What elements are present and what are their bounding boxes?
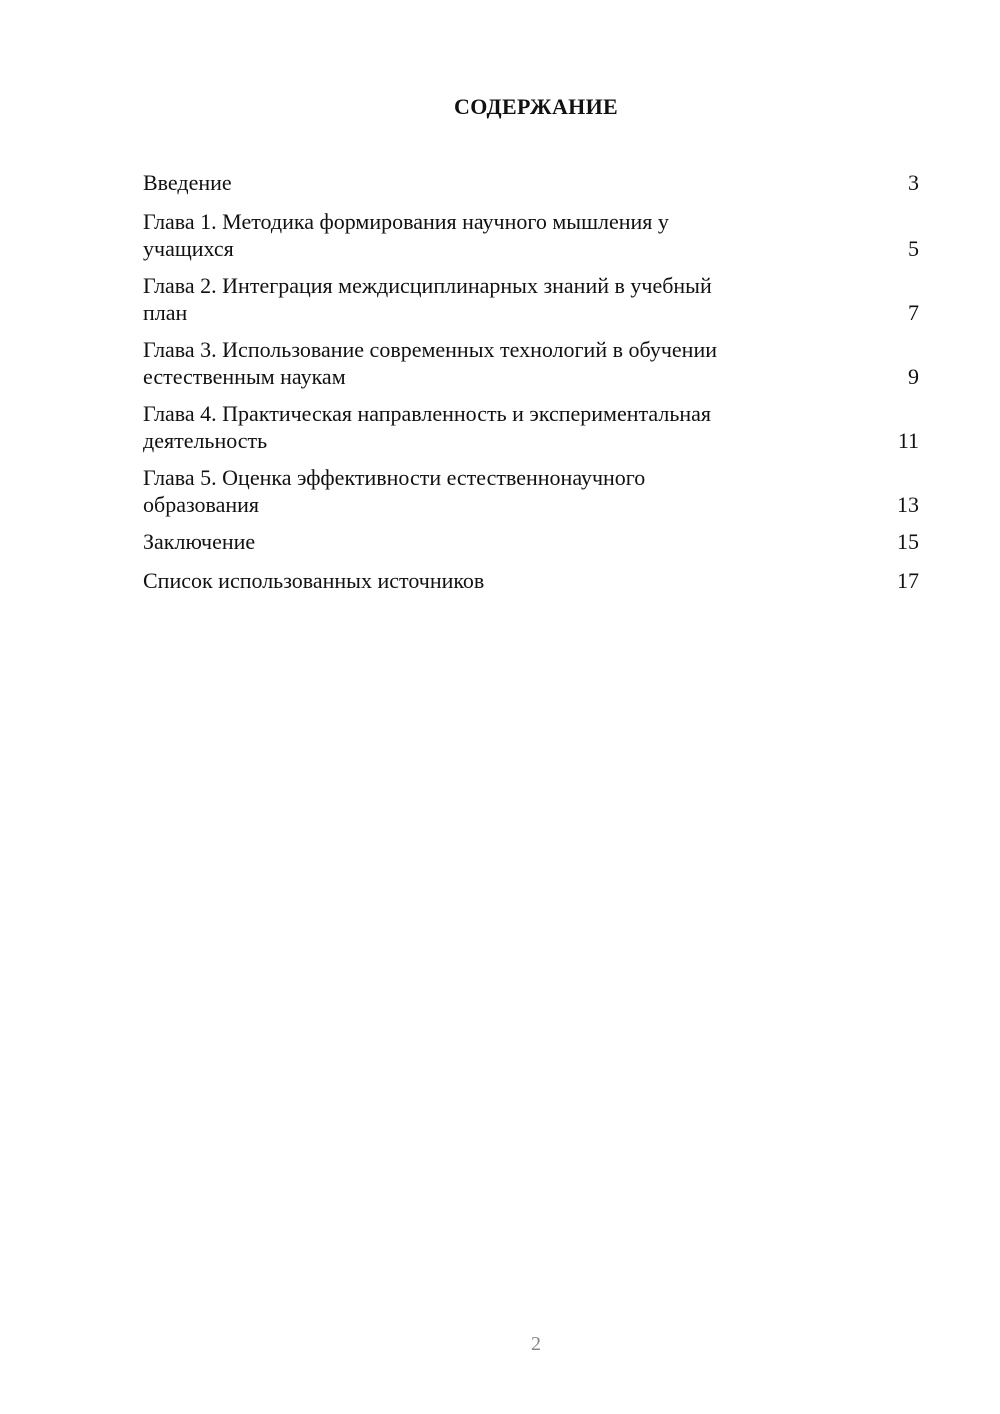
toc-entry-page: 15 — [897, 529, 919, 554]
toc-entry-text: Глава 5. Оценка эффективности естественнонаучного образования — [143, 465, 646, 517]
toc-entry-page: 17 — [897, 568, 919, 593]
toc-entry-page: 3 — [908, 170, 919, 195]
table-of-contents — [143, 169, 919, 606]
toc-entry-text: Глава 3. Использование современных технологий в обучении естественным наукам — [143, 337, 717, 389]
toc-entry-conclusion — [143, 528, 919, 555]
toc-entry-chapter-2 — [143, 272, 919, 326]
toc-entry-text: Список использованных источников — [143, 568, 485, 593]
toc-entry-page: 9 — [908, 364, 919, 389]
toc-entry-chapter-3 — [143, 336, 919, 390]
toc-entry-text: Глава 1. Методика формирования научного мышления у учащихся — [143, 209, 669, 261]
toc-entry-page: 13 — [897, 492, 919, 517]
toc-entry-chapter-1 — [143, 208, 919, 262]
toc-entry-introduction — [143, 169, 919, 196]
toc-entry-page: 11 — [897, 428, 919, 453]
page-title: СОДЕРЖАНИЕ — [454, 94, 618, 119]
toc-entry-text: Заключение — [143, 529, 256, 554]
toc-entry-text: Глава 2. Интеграция междисциплинарных знаний в учебный план — [143, 273, 712, 325]
toc-entry-page: 7 — [908, 300, 919, 325]
toc-entry-text: Глава 4. Практическая направленность и экспериментальная деятельность — [143, 401, 712, 453]
toc-entry-page: 5 — [908, 236, 919, 261]
toc-entry-text: Введение — [143, 170, 232, 195]
toc-entry-chapter-4 — [143, 400, 919, 454]
toc-entry-chapter-5 — [143, 464, 919, 518]
page-number: 2 — [531, 1333, 541, 1355]
toc-entry-references — [143, 567, 919, 594]
